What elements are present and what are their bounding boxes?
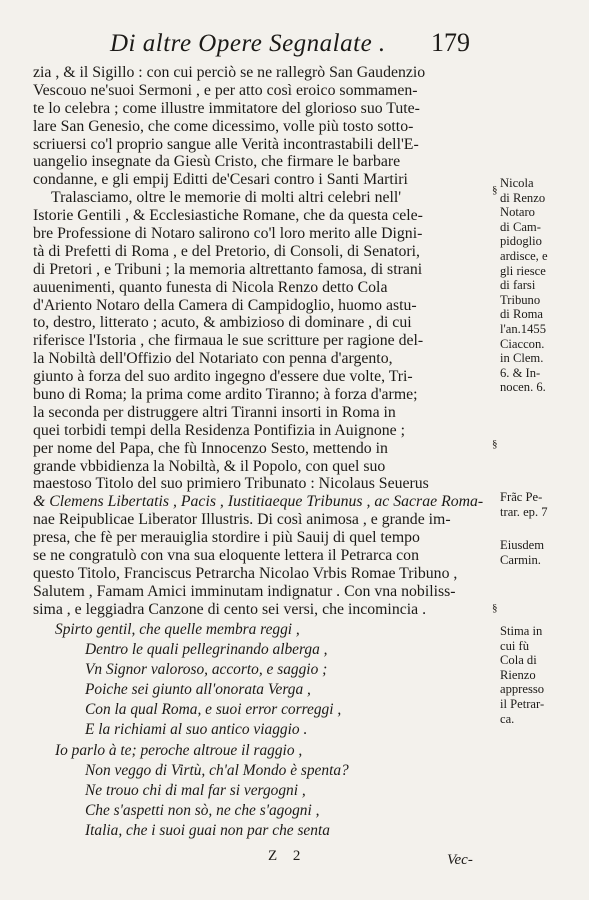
verse-line: Non veggo di Virtù, ch'al Mondo è spenta? bbox=[85, 761, 349, 779]
text-line: zia , & il Sigillo : con cui perciò se ne rallegrò San Gaudenzio bbox=[33, 64, 426, 81]
text-line: d'Ariento Notaro della Camera di Campidoglio, huomo astu- bbox=[33, 296, 417, 314]
text-line: Salutem , Famam Amici imminutam indignatur . Con vna nobiliss- bbox=[33, 582, 456, 600]
verse-line: Spirto gentil, che quelle membra reggi , bbox=[55, 621, 300, 638]
text-line: per nome del Papa, che fù Innocenzo Sesto, mettendo in bbox=[33, 439, 388, 457]
margin-note-line: Notaro bbox=[500, 205, 535, 220]
text-line: riferisce l'Istoria , che firmaua le sue scritture per ragione del- bbox=[33, 332, 424, 350]
margin-note-line: 6. & In- bbox=[500, 365, 541, 380]
note-marker bbox=[493, 608, 499, 614]
margin-note-petrarca-letter bbox=[500, 490, 586, 519]
page-header bbox=[110, 28, 470, 62]
text-line: se ne congratulò con vna sua eloquente lettera il Petrarca con bbox=[33, 547, 419, 565]
margin-note-line: cui fù bbox=[500, 638, 530, 653]
text-line: sima , e leggiadra Canzone di cento sei versi, che incomincia . bbox=[33, 600, 427, 618]
margin-note-line: Carmin. bbox=[500, 552, 541, 567]
margin-note-line: Rienzo bbox=[500, 667, 536, 682]
margin-note-line: pidoglio bbox=[500, 234, 542, 249]
margin-note-line: gli riesce bbox=[500, 263, 546, 278]
margin-note-stima bbox=[500, 624, 586, 726]
margin-note-line: Cola di bbox=[500, 653, 537, 668]
verse-line: Dentro le quali pellegrinando alberga , bbox=[85, 641, 328, 659]
text-line: giunto à forza del suo ardito ingegno d'essere due volte, Tri- bbox=[33, 368, 413, 386]
text-line: buno di Roma; la prima come ardito Tiranno; à forza d'arme; bbox=[33, 386, 418, 404]
verse-line: Io parlo à te; peroche altroue il raggio , bbox=[55, 741, 303, 759]
margin-note-line: Ciaccon. bbox=[500, 336, 545, 351]
margin-note-line: ca. bbox=[500, 711, 515, 726]
note-marker bbox=[493, 190, 499, 196]
text-line: nae Reipublicae Liberator Illustris. Di così animosa , e grande im- bbox=[33, 511, 451, 529]
verse-line: Poiche sei giunto all'onorata Verga , bbox=[85, 681, 311, 699]
text-line: maestoso Titolo del suo primiero Tribunato : Nicolaus Seuerus bbox=[33, 475, 429, 493]
text-line: & Clemens Libertatis , Pacis , Iustitiaeque Tribunus , ac Sacrae Roma- bbox=[33, 493, 484, 511]
signature-mark: Z 2 bbox=[268, 848, 307, 864]
text-line: scriuersi co'l proprio sangue alle Verità incontrastabili dell'E- bbox=[33, 135, 419, 153]
note-marker bbox=[493, 444, 499, 450]
margin-note-line: Frãc Pe- bbox=[500, 490, 543, 504]
margin-note-line: nocen. 6. bbox=[500, 380, 546, 395]
margin-note-line: Nicola bbox=[500, 176, 534, 190]
text-line: presa, che fè per merauiglia stordire i più Sauij di quel tempo bbox=[33, 529, 420, 547]
catchword: Vec- bbox=[447, 852, 473, 868]
verse-line: Vn Signor valoroso, accorto, e saggio ; bbox=[85, 661, 328, 679]
margin-note-line: il Petrar- bbox=[500, 696, 545, 711]
margin-note-line: Stima in bbox=[500, 624, 543, 638]
verse-block bbox=[33, 620, 493, 841]
margin-note-line: di Cam- bbox=[500, 219, 541, 234]
margin-note-line: Eiusdem bbox=[500, 538, 545, 552]
text-line: Tralasciamo, oltre le memorie di molti altri celebri nell' bbox=[51, 189, 402, 207]
margin-note-eiusdem bbox=[500, 538, 586, 567]
text-line: quei torbidi tempi della Residenza Pontifizia in Auignone ; bbox=[33, 421, 406, 439]
margin-note-line: di Renzo bbox=[500, 190, 546, 205]
text-line: condanne, e gli empij Editti de'Cesari contro i Santi Martiri bbox=[33, 171, 408, 189]
margin-note-line: l'an.1455 bbox=[500, 321, 546, 336]
text-line: uangelio insegnate da Giesù Cristo, che firmare le barbare bbox=[33, 153, 401, 171]
text-line: Vescouo ne'suoi Sermoni , e per atto così eroico sommamen- bbox=[33, 81, 418, 99]
verse-line: Ne trouo chi di mal far si vergogni , bbox=[85, 781, 306, 799]
verse-line: Italia, che i suoi guai non par che senta bbox=[85, 821, 330, 839]
verse-line: E la richiami al suo antico viaggio . bbox=[85, 721, 308, 739]
verse-line: Con la qual Roma, e suoi error correggi , bbox=[85, 701, 342, 719]
text-line: la Nobiltà dell'Offizio del Notariato con penna d'argento, bbox=[33, 350, 393, 368]
text-line: to, destro, litterato ; acuto, & ambizioso di dominare , di cui bbox=[33, 314, 412, 332]
main-text-block bbox=[33, 64, 491, 619]
verse-line: Che s'aspetti non sò, ne che s'agogni , bbox=[85, 801, 320, 819]
text-line: la seconda per distruggere altri Tiranni insorti in Roma in bbox=[33, 403, 396, 421]
margin-note-line: di Roma bbox=[500, 307, 544, 322]
text-line: bre Professione di Notaro salirono co'l loro merito alle Digni- bbox=[33, 225, 423, 243]
text-line: lare San Genesio, che come dicessimo, volle più tosto sotto- bbox=[33, 117, 414, 135]
text-line: auuenimenti, quanto funesta di Nicola Renzo detto Cola bbox=[33, 278, 388, 296]
margin-note-line: in Clem. bbox=[500, 351, 544, 366]
page-number: 179 bbox=[431, 28, 470, 57]
margin-note-line: di farsi bbox=[500, 278, 536, 293]
margin-note-line: Tribuno bbox=[500, 292, 541, 307]
text-line: te lo celebra ; come illustre immitatore del glorioso suo Tute- bbox=[33, 99, 420, 117]
margin-note-line: ardisce, e bbox=[500, 248, 548, 263]
text-line: questo Titolo, Franciscus Petrarcha Nicolao Vrbis Romae Tribuno , bbox=[33, 564, 458, 582]
running-title: Di altre Opere Segnalate . bbox=[110, 30, 386, 57]
text-line: grande vbbidienza la Nobiltà, & il Popolo, con quel suo bbox=[33, 457, 386, 475]
text-line: di Pretori , e Tribuni ; la memoria altrettanto famosa, di strani bbox=[33, 260, 423, 278]
margin-note-cola-di-rienzo bbox=[500, 176, 586, 395]
text-line: tà di Prefetti di Roma , e del Pretorio, di Consoli, di Senatori, bbox=[33, 242, 420, 260]
margin-note-line: trar. ep. 7 bbox=[500, 504, 548, 519]
text-line: Istorie Gentili , & Ecclesiastiche Romane, che da questa cele- bbox=[33, 207, 423, 225]
margin-note-line: appresso bbox=[500, 682, 545, 697]
